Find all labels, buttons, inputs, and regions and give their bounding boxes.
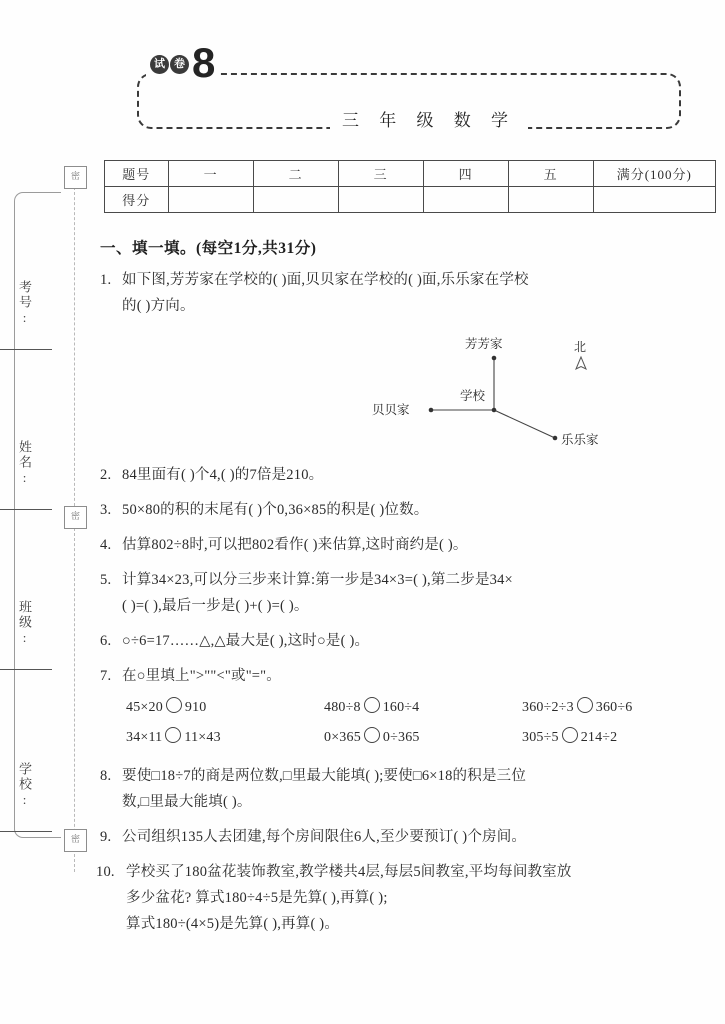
- exam-badge-label: [150, 55, 189, 74]
- score-table-col-2: 二: [253, 161, 338, 187]
- table-row-scores: [105, 187, 716, 213]
- question-1-line-1: 如下图,芳芳家在学校的( )面,贝贝家在学校的( )面,乐乐家在学校: [122, 272, 529, 288]
- question-10-line-1: 学校买了180盆花装饰教室,教学楼共4层,每层5间教室,平均每间教室放: [126, 864, 572, 880]
- seal-mark: 密: [64, 829, 87, 852]
- field-exam-number-label: 考号:: [17, 280, 32, 327]
- field-student-name[interactable]: [17, 440, 52, 510]
- field-class-label: 班级:: [17, 600, 32, 647]
- compare-row-2: [126, 723, 720, 753]
- compare-circle-icon[interactable]: [165, 727, 181, 743]
- field-school-label: 学校:: [17, 762, 32, 809]
- compare-item-4-left: 34×11: [126, 730, 163, 745]
- diagram-label-fangfang: 芳芳家: [465, 337, 503, 351]
- compare-item-2-right: 160÷4: [382, 700, 420, 715]
- diagram-label-lele: 乐乐家: [561, 433, 599, 447]
- compare-item-6[interactable]: [522, 723, 720, 753]
- compare-circle-icon[interactable]: [577, 697, 593, 713]
- compare-item-3-left: 360÷2÷3: [522, 700, 574, 715]
- exam-badge-char-2: 卷: [170, 55, 189, 74]
- exam-badge: [146, 39, 219, 86]
- question-1-number: 1.: [100, 272, 112, 288]
- compare-item-5-right: 0÷365: [382, 730, 420, 745]
- compare-circle-icon[interactable]: [166, 697, 182, 713]
- compare-item-4[interactable]: [126, 723, 324, 753]
- question-10-line-2: 多少盆花? 算式180÷4÷5是先算( ),再算( );: [126, 890, 388, 906]
- question-5-line-1: 计算34×23,可以分三步来计算:第一步是34×3=( ),第二步是34×: [122, 572, 513, 588]
- diagram-label-school: 学校: [460, 389, 486, 403]
- question-9: [100, 824, 720, 850]
- score-cell-2[interactable]: [253, 187, 338, 213]
- question-9-number: 9.: [100, 829, 112, 845]
- compare-item-3-right: 360÷6: [595, 700, 633, 715]
- question-2-number: 2.: [100, 467, 112, 483]
- question-4-number: 4.: [100, 537, 112, 553]
- compare-row-1: [126, 693, 720, 723]
- question-2: [100, 462, 720, 488]
- score-table-col-total: 满分(100分): [593, 161, 715, 187]
- question-6: [100, 628, 720, 654]
- compare-item-6-right: 214÷2: [580, 730, 618, 745]
- question-1-line-2: 的( )方向。: [122, 298, 195, 314]
- field-class[interactable]: [17, 600, 52, 670]
- table-row-question-numbers: [105, 161, 716, 187]
- compare-item-6-left: 305÷5: [522, 730, 559, 745]
- score-cell-5[interactable]: [508, 187, 593, 213]
- compare-item-2[interactable]: [324, 693, 522, 723]
- question-7-number: 7.: [100, 668, 112, 684]
- section-heading-fill-in-blanks: 一、填一填。(每空1分,共31分): [100, 240, 317, 257]
- write-line: [0, 831, 52, 832]
- question-5: [100, 567, 720, 619]
- write-line: [0, 669, 52, 670]
- score-cell-3[interactable]: [338, 187, 423, 213]
- seal-margin: [0, 0, 100, 1024]
- exam-body: [96, 236, 720, 946]
- score-table-col-3: 三: [338, 161, 423, 187]
- question-8-line-1: 要使□18÷7的商是两位数,□里最大能填( );要使□6×18的积是三位: [122, 768, 527, 784]
- exam-badge-number: 8: [192, 39, 216, 86]
- field-exam-number[interactable]: [17, 280, 52, 350]
- score-table-col-1: 一: [168, 161, 253, 187]
- compare-item-5[interactable]: [324, 723, 522, 753]
- question-8: [100, 763, 720, 815]
- question-6-line-1: ○÷6=17……△,△最大是( ),这时○是( )。: [122, 633, 370, 649]
- question-8-number: 8.: [100, 768, 112, 784]
- compare-circle-icon[interactable]: [562, 727, 578, 743]
- question-3-line-1: 50×80的积的末尾有( )个0,36×85的积是( )位数。: [122, 502, 429, 518]
- compare-item-1[interactable]: [126, 693, 324, 723]
- question-10: [96, 859, 720, 937]
- compare-item-5-left: 0×365: [324, 730, 361, 745]
- direction-diagram-svg: [100, 328, 720, 454]
- score-table: [104, 160, 716, 213]
- question-5-number: 5.: [100, 572, 112, 588]
- question-2-line-1: 84里面有( )个4,( )的7倍是210。: [122, 467, 324, 483]
- score-table-row-label: 题号: [105, 161, 169, 187]
- compass-north-label: 北: [574, 340, 587, 354]
- question-7: [100, 663, 720, 689]
- question-3-number: 3.: [100, 502, 112, 518]
- field-student-name-label: 姓名:: [17, 440, 32, 487]
- direction-diagram: [100, 328, 720, 454]
- compare-circle-icon[interactable]: [364, 697, 380, 713]
- exam-badge-char-1: 试: [150, 55, 169, 74]
- question-10-line-3: 算式180÷(4×5)是先算( ),再算( )。: [126, 916, 340, 932]
- score-cell-1[interactable]: [168, 187, 253, 213]
- seal-mark: 密: [64, 506, 87, 529]
- question-6-number: 6.: [100, 633, 112, 649]
- question-10-number: 10.: [96, 864, 115, 880]
- write-line: [0, 349, 52, 350]
- seal-mark: 密: [64, 166, 87, 189]
- diagram-label-beibei: 贝贝家: [372, 403, 410, 417]
- score-table-col-5: 五: [508, 161, 593, 187]
- compare-item-4-right: 11×43: [184, 730, 221, 745]
- compare-item-1-right: 910: [184, 700, 207, 715]
- score-cell-4[interactable]: [423, 187, 508, 213]
- question-8-line-2: 数,□里最大能填( )。: [122, 794, 252, 810]
- field-school[interactable]: [17, 762, 52, 832]
- compare-circle-icon[interactable]: [364, 727, 380, 743]
- question-5-line-2: ( )=( ),最后一步是( )+( )=( )。: [122, 598, 309, 614]
- question-4-line-1: 估算802÷8时,可以把802看作( )来估算,这时商约是( )。: [122, 537, 468, 553]
- compare-expressions: [126, 693, 720, 753]
- write-line: [0, 509, 52, 510]
- score-table-row-label: 得分: [105, 187, 169, 213]
- question-9-line-1: 公司组织135人去团建,每个房间限住6人,至少要预订( )个房间。: [122, 829, 527, 845]
- score-cell-total[interactable]: [593, 187, 715, 213]
- question-4: [100, 532, 720, 558]
- score-table-col-4: 四: [423, 161, 508, 187]
- question-1: [100, 267, 720, 319]
- compare-item-2-left: 480÷8: [324, 700, 361, 715]
- page-title: 三 年 级 数 学: [330, 106, 528, 131]
- question-3: [100, 497, 720, 523]
- compare-item-1-left: 45×20: [126, 700, 163, 715]
- compare-item-3[interactable]: [522, 693, 720, 723]
- question-7-line-1: 在○里填上">""<"或"="。: [122, 668, 282, 684]
